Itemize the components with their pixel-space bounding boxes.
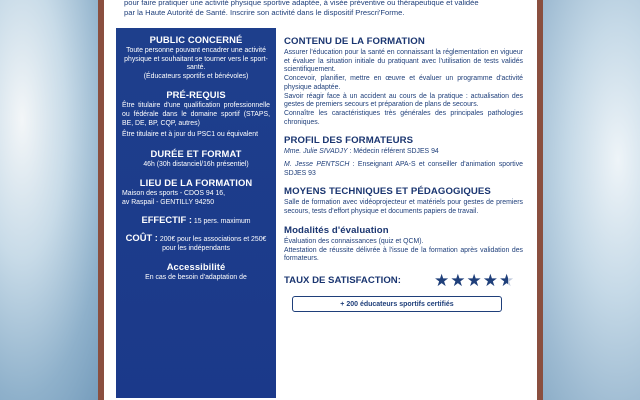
evaluation-title: Modalités d'évaluation xyxy=(284,224,389,236)
accessibilite-section xyxy=(122,261,270,283)
moyens-section xyxy=(284,186,523,216)
right-content-panel xyxy=(276,28,537,398)
evaluation-p1: Évaluation des connaissances (quiz et QCM). xyxy=(284,237,424,245)
contenu-p2: Concevoir, planifier, mettre en œuvre et évaluer un programme d'activité physique adaptée. xyxy=(284,75,523,91)
prerequis-text-1: Être titulaire d'une qualification professionnelle ou fédérale dans le domaine sportif (STAPS, BE, DE, BP, CQP, autres) xyxy=(122,102,270,127)
certificate-box: + 200 éducateurs sportifs certifiés xyxy=(292,296,502,312)
formateur-2-name: M. Jesse PENTSCH xyxy=(284,161,350,169)
contenu-section xyxy=(284,36,523,127)
intro-line-1: pour faire pratiquer une activité physique sportive adaptée, à visée préventive ou thérapeutique et validée xyxy=(124,0,479,7)
duree-section xyxy=(122,148,270,170)
lieu-title: LIEU DE LA FORMATION xyxy=(139,177,253,189)
document-page xyxy=(98,0,543,400)
formateur-2 xyxy=(284,161,523,178)
document-sheet xyxy=(104,0,537,400)
formateur-1-role: : Médecin référent SDJES 94 xyxy=(347,148,439,156)
prerequis-text-2: Être titulaire et à jour du PSC1 ou équivalent xyxy=(122,131,258,139)
public-subtext: (Éducateurs sportifs et bénévoles) xyxy=(143,72,249,80)
cout-title: COÛT : xyxy=(125,232,158,244)
public-title: PUBLIC CONCERNÉ xyxy=(149,34,243,45)
lieu-text-2: av Raspail - GENTILLY 94250 xyxy=(122,198,215,206)
star-full-icon: ★ xyxy=(482,270,498,290)
intro-text xyxy=(104,0,537,28)
formateur-1 xyxy=(284,148,523,157)
formateur-2-role: : Enseignant APA-S et conseiller d'animation sportive SDJES 93 xyxy=(284,161,523,177)
contenu-p4: Connaître les caractéristiques très générales des principales pathologies chroniques. xyxy=(284,109,523,126)
accessibilite-text: En cas de besoin d'adaptation de xyxy=(145,274,247,282)
effectif-title: EFFECTIF : xyxy=(141,213,192,225)
lieu-text-1: Maison des sports - CDOS 94 16, xyxy=(122,190,226,198)
star-half-icon: ★ xyxy=(499,270,515,290)
content-columns xyxy=(104,28,537,398)
star-full-icon: ★ xyxy=(434,270,450,290)
background-left xyxy=(0,0,110,400)
duree-text: 46h (30h distanciel/16h présentiel) xyxy=(143,160,249,168)
evaluation-section xyxy=(284,225,523,264)
intro-line-2: par la Haute Autorité de Santé. Inscrire son activité dans le dispositif Prescri'Forme. xyxy=(124,7,405,17)
cout-section xyxy=(122,234,270,253)
effectif-text: 15 pers. maximum xyxy=(193,217,251,225)
cout-text: 200€ pour les associations et 250€ pour les indépendants xyxy=(159,236,267,252)
moyens-text: Salle de formation avec vidéoprojecteur et matériels pour gestes de premiers secours, tests d'effort physique et documents papiers de travail. xyxy=(284,199,523,216)
contenu-p1: Assurer l'éducation pour la santé en connaissant la réglementation en vigueur et évaluer la situation initiale du pratiquant avec l'utilisation de tests validés scientifiquement. xyxy=(284,49,523,74)
contenu-p3: Savoir réagir face à un accident au cours de la pratique : actualisation des gestes de premiers secours et préparation de plans de secours. xyxy=(284,92,523,109)
lieu-section xyxy=(122,177,270,207)
moyens-title: MOYENS TECHNIQUES ET PÉDAGOGIQUES xyxy=(284,186,491,198)
contenu-title: CONTENU DE LA FORMATION xyxy=(284,36,425,47)
prerequis-section xyxy=(122,89,270,139)
evaluation-p2: Attestation de réussite délivrée à l'issue de la formation après validation des formateurs. xyxy=(284,246,523,263)
effectif-section xyxy=(122,213,270,227)
prerequis-title: PRÉ-REQUIS xyxy=(166,89,226,101)
satisfaction-rating xyxy=(284,272,523,289)
satisfaction-label: TAUX DE SATISFACTION: xyxy=(284,274,401,286)
background-right xyxy=(530,0,640,400)
left-info-panel xyxy=(116,28,276,398)
profil-title: PROFIL DES FORMATEURS xyxy=(284,135,414,147)
star-rating xyxy=(434,272,514,289)
public-text: Toute personne pouvant encadrer une activité physique et souhaitant se tourner vers le sport-santé. xyxy=(124,47,268,72)
duree-title: DURÉE ET FORMAT xyxy=(150,147,242,159)
star-full-icon: ★ xyxy=(466,270,482,290)
formateur-1-name: Mme. Julie SIVADJY xyxy=(284,148,348,156)
public-section xyxy=(122,34,270,81)
accessibilite-title: Accessibilité xyxy=(166,261,226,273)
profil-section xyxy=(284,135,523,178)
star-full-icon: ★ xyxy=(450,270,466,290)
